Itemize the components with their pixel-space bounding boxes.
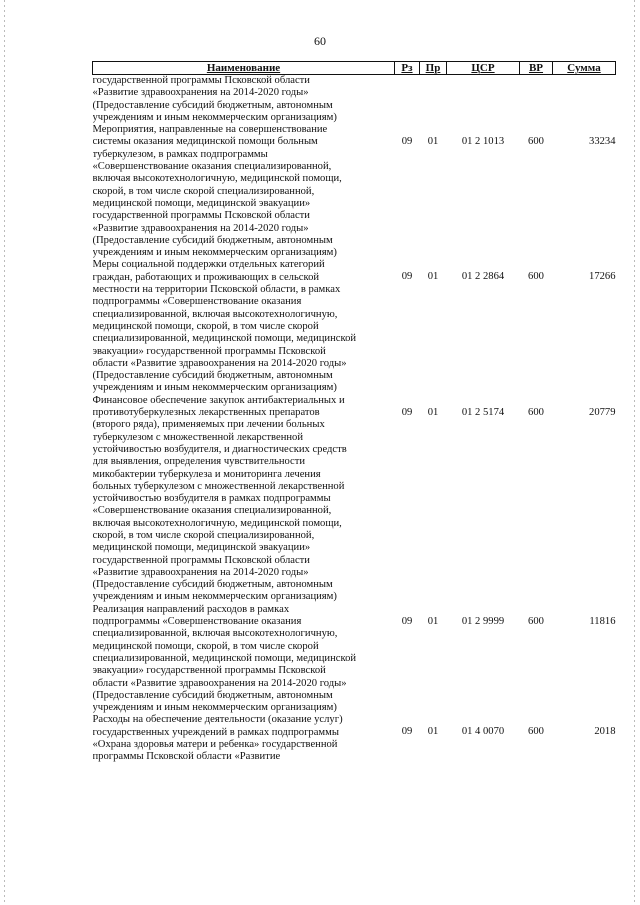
name-line: подпрограммы «Совершенствование оказания [92,296,302,308]
name-line: эвакуации» государственной программы Псковской [92,345,326,357]
cell-sum: 20779 [589,406,616,418]
name-line: учреждениям и иным некоммерческим организациям) [92,591,337,603]
cell-rz [395,75,420,125]
table-row [93,604,616,715]
name-line: для выявления, определения чувствительности [92,456,306,468]
cell-vr: 600 [528,271,544,283]
name-line: «Совершенствование оказания специализированной, [92,161,332,173]
name-line: медицинской помощи, медицинской эвакуации» [92,197,311,209]
cell-csr: 01 2 2864 [461,271,505,283]
name-line: области «Развитие здравоохранения на 2014-2020 годы» [92,357,347,369]
name-line: туберкулезом с множественной лекарственной [92,431,303,443]
header-pr: Пр [420,62,447,75]
name-line: включая высокотехнологичную, медицинской помощи, [92,173,342,185]
cell-sum [553,75,616,125]
name-line: учреждениям и иным некоммерческим организациям) [92,702,337,714]
cell-pr [420,75,447,125]
name-line: «Совершенствование оказания специализированной, [92,505,332,517]
cell-name [93,75,395,125]
cell-csr [447,75,520,125]
name-line: (Предоставление субсидий бюджетным, автономным [92,234,333,246]
scan-edge-right [634,0,635,905]
name-line: Мероприятия, направленные на совершенствование [92,124,328,136]
name-line: туберкулезом, в рамках подпрограммы [92,148,268,160]
name-line: больных туберкулезом с множественной лекарственной [92,480,345,492]
name-line: (Предоставление субсидий бюджетным, автономным [92,579,333,591]
cell-csr: 01 2 9999 [461,615,505,627]
cell-pr: 01 [427,136,439,148]
name-line: Реализация направлений расходов в рамках [92,603,290,615]
cell-sum: 11816 [589,615,616,627]
name-line: Финансовое обеспечение закупок антибактериальных и [92,394,345,406]
name-line: области «Развитие здравоохранения на 2014-2020 годы» [92,677,347,689]
header-name: Наименование [93,62,395,75]
name-line: специализированной, медицинской помощи, медицинской [92,333,357,345]
cell-pr: 01 [427,406,439,418]
name-line: противотуберкулезных лекарственных препаратов [92,407,320,419]
table-body [93,75,616,764]
cell-name [93,259,395,394]
header-sum: Сумма [553,62,616,75]
name-line: учреждениям и иным некоммерческим организациям) [92,111,337,123]
cell-name [93,714,395,763]
scan-edge-left [4,0,5,905]
cell-csr: 01 4 0070 [461,726,505,738]
name-line: Меры социальной поддержки отдельных категорий [92,259,325,271]
cell-name [93,124,395,259]
name-line: устойчивостью возбудителя, и диагностических средств [92,443,347,455]
table-row [93,714,616,763]
cell-csr: 01 2 5174 [461,406,505,418]
table-header-row [93,62,616,75]
name-line: «Развитие здравоохранения на 2014-2020 годы» [92,222,309,234]
cell-pr: 01 [427,615,439,627]
name-line: учреждениям и иным некоммерческим организациям) [92,382,337,394]
name-line: скорой, в том числе скорой специализированной, [92,185,315,197]
header-csr: ЦСР [447,62,520,75]
name-line: (Предоставление субсидий бюджетным, автономным [92,370,333,382]
name-line: специализированной, включая высокотехнологичную, [92,308,338,320]
name-line: скорой, в том числе скорой специализированной, [92,529,315,541]
name-line: программы Псковской области «Развитие [92,751,281,763]
table-row [93,124,616,259]
name-line: местности на территории Псковской области, в рамках [92,284,341,296]
cell-vr: 600 [528,406,544,418]
name-line: (Предоставление субсидий бюджетным, автономным [92,689,333,701]
name-line: медицинской помощи, скорой, в том числе скорой [92,320,319,332]
name-line: «Охрана здоровья матери и ребенка» государственной [92,739,338,751]
cell-name [93,604,395,715]
name-line: государственных учреждений в рамках подпрограммы [92,726,339,738]
name-line: специализированной, медицинской помощи, медицинской [92,652,357,664]
name-line: системы оказания медицинской помощи больным [92,136,318,148]
cell-sum: 33234 [589,136,616,148]
cell-sum: 2018 [594,726,616,738]
table-row [93,75,616,125]
table-row [93,259,616,394]
cell-vr: 600 [528,615,544,627]
cell-rz: 09 [401,406,413,418]
name-line: государственной программы Псковской области [92,554,310,566]
cell-name [93,395,395,604]
cell-pr: 01 [427,271,439,283]
name-line: устойчивостью возбудителя в рамках подпрограммы [92,493,331,505]
cell-csr: 01 2 1013 [461,136,505,148]
table-row [93,395,616,604]
name-line: медицинской помощи, медицинской эвакуации» [92,542,311,554]
name-line: Расходы на обеспечение деятельности (оказание услуг) [92,714,343,726]
name-line: учреждениям и иным некоммерческим организациям) [92,247,337,259]
name-line: подпрограммы «Совершенствование оказания [92,616,302,628]
name-line: «Развитие здравоохранения на 2014-2020 годы» [92,566,309,578]
page-number: 60 [314,34,326,48]
name-line: медицинской помощи, скорой, в том числе скорой [92,640,319,652]
cell-rz: 09 [401,136,413,148]
cell-rz: 09 [401,615,413,627]
cell-sum: 17266 [589,271,616,283]
name-line: (Предоставление субсидий бюджетным, автономным [92,99,333,111]
cell-rz: 09 [401,726,413,738]
header-vr: ВР [520,62,553,75]
name-line: эвакуации» государственной программы Псковской [92,665,326,677]
cell-pr: 01 [427,726,439,738]
header-rz: Рз [395,62,420,75]
name-line: (второго ряда), применяемых при лечении больных [92,419,325,431]
budget-table [92,61,616,764]
name-line: граждан, работающих и проживающих в сельской [92,271,320,283]
cell-vr: 600 [528,726,544,738]
name-line: микобактерии туберкулеза и мониторинга лечения [92,468,321,480]
name-line: государственной программы Псковской области [92,75,310,86]
cell-vr: 600 [528,136,544,148]
name-line: специализированной, включая высокотехнологичную, [92,628,338,640]
cell-vr [520,75,553,125]
name-line: «Развитие здравоохранения на 2014-2020 годы» [92,87,309,99]
name-line: государственной программы Псковской области [92,210,310,222]
cell-rz: 09 [401,271,413,283]
name-line: включая высокотехнологичную, медицинской помощи, [92,517,342,529]
